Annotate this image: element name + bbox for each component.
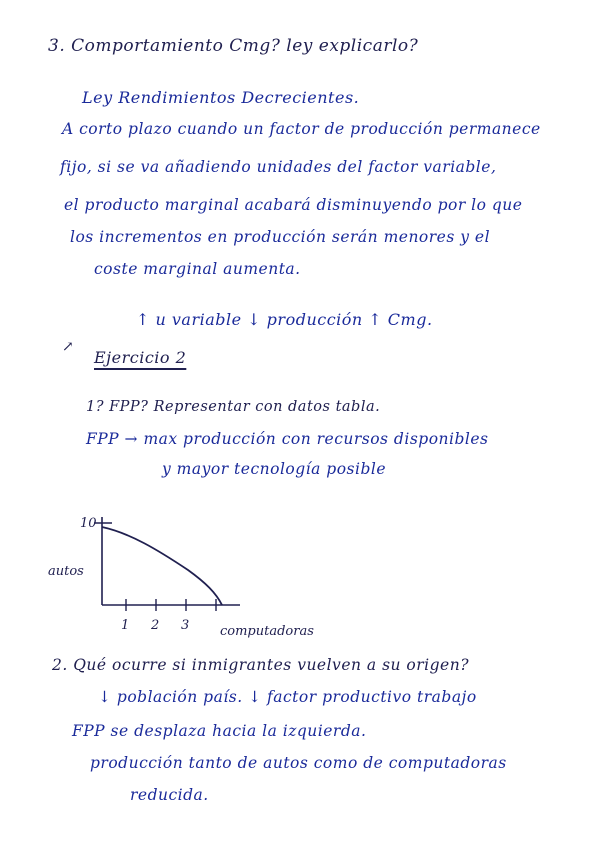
- y-tick-label: 10: [80, 516, 97, 531]
- law-title: Ley Rendimientos Decrecientes.: [82, 88, 360, 107]
- y-axis-label: autos: [48, 564, 84, 579]
- section-3-heading: 3. Comportamiento Cmg? ley explicarlo?: [48, 36, 419, 56]
- ppf-graph: [40, 505, 340, 655]
- explanation-line-3: el producto marginal acabará disminuyendo por lo que: [64, 196, 523, 214]
- x-axis-label: computadoras: [220, 624, 314, 639]
- explanation-line-1: A corto plazo cuando un factor de producción permanece: [62, 120, 541, 138]
- explanation-line-4: los incrementos en producción serán menores y el: [70, 228, 491, 246]
- ppf-curve: [102, 527, 222, 605]
- question-1: 1? FPP? Representar con datos tabla.: [86, 399, 381, 415]
- question-2: 2. Qué ocurre si inmigrantes vuelven a su origen?: [52, 656, 470, 674]
- x-tick-label-1: 1: [121, 618, 130, 633]
- answer-1-line-2: y mayor tecnología posible: [162, 460, 386, 478]
- exercise-mark: ↗: [62, 339, 75, 355]
- summary-line: ↑ u variable ↓ producción ↑ Cmg.: [136, 310, 433, 329]
- answer-1-line-1: FPP → max producción con recursos disponibles: [86, 430, 489, 448]
- x-tick-label-3: 3: [181, 618, 190, 633]
- answer-2-line-1: ↓ población país. ↓ factor productivo trabajo: [98, 688, 477, 706]
- x-tick-label-2: 2: [151, 618, 160, 633]
- explanation-line-5: coste marginal aumenta.: [94, 260, 301, 278]
- answer-2-line-2: FPP se desplaza hacia la izquierda.: [72, 722, 367, 740]
- exercise-title: Ejercicio 2: [94, 348, 187, 367]
- explanation-line-2: fijo, si se va añadiendo unidades del factor variable,: [60, 158, 497, 176]
- answer-2-line-3: producción tanto de autos como de computadoras: [90, 754, 507, 772]
- answer-2-line-4: reducida.: [130, 786, 209, 804]
